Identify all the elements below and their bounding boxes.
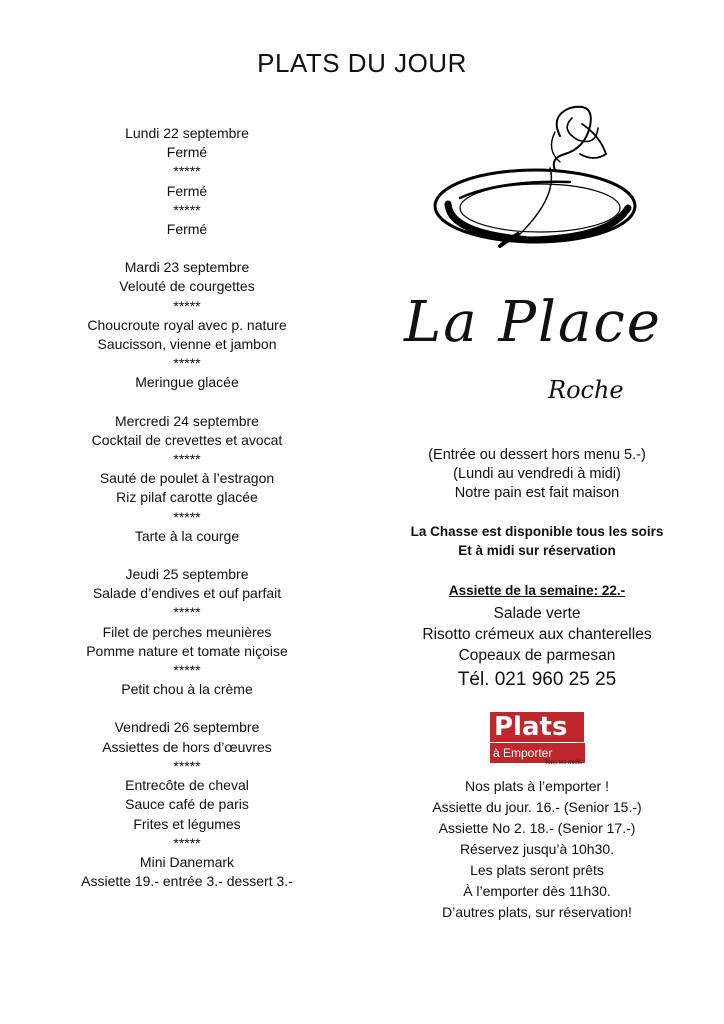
menu-line: Meringue glacée (135, 374, 239, 391)
weekly-plate-item: Copeaux de parmesan (458, 647, 616, 664)
brand-name: La Place (404, 290, 662, 355)
separator-stars: ***** (173, 297, 201, 314)
menu-line: Velouté de courgettes (119, 278, 255, 295)
menu-line: Filet de perches meunières (102, 623, 272, 640)
menu-line: Fermé (166, 182, 208, 199)
separator-stars: ***** (173, 834, 201, 851)
menu-line: Sauce café de paris (125, 796, 249, 813)
takeaway-line: Assiette du jour. 16.- (Senior 15.-) (432, 799, 642, 815)
menu-line: Entrecôte de cheval (125, 777, 249, 794)
day-heading: Mardi 23 septembre (124, 259, 250, 276)
chasse-line: La Chasse est disponible tous les soirs (410, 524, 664, 539)
badge-tagline: Tous les midis (544, 760, 582, 766)
day-block-tuesday (62, 258, 312, 392)
day-block-friday (62, 718, 312, 891)
day-block-thursday (62, 565, 312, 699)
separator-stars: ***** (173, 451, 201, 468)
menu-line: Sauté de poulet à l’estragon (99, 470, 275, 487)
takeaway-badge (490, 712, 584, 770)
menu-line: Saucisson, vienne et jambon (97, 336, 277, 353)
daily-menu (62, 124, 312, 891)
menu-line: Choucroute royal avec p. nature (87, 316, 287, 333)
day-block-monday (62, 124, 312, 239)
info-block (390, 446, 684, 503)
separator-stars: ***** (173, 662, 201, 679)
menu-line: Fermé (166, 221, 208, 238)
day-heading: Mercredi 24 septembre (115, 412, 259, 429)
takeaway-line: Assiette No 2. 18.- (Senior 17.-) (438, 820, 636, 836)
day-block-wednesday (62, 412, 312, 546)
info-line: (Entrée ou dessert hors menu 5.-) (428, 447, 646, 463)
menu-line: Petit chou à la crème (121, 681, 253, 698)
brand-location: Roche (548, 376, 624, 404)
weekly-plate-item: Salade verte (493, 605, 581, 622)
separator-stars: ***** (173, 757, 201, 774)
menu-line: Pomme nature et tomate niçoise (86, 642, 288, 659)
separator-stars: ***** (173, 163, 201, 180)
menu-line: Fermé (166, 144, 208, 161)
takeaway-info (390, 776, 684, 923)
page-title: PLATS DU JOUR (257, 48, 467, 78)
menu-line: Cocktail de crevettes et avocat (91, 431, 283, 448)
chasse-notice (390, 522, 684, 560)
badge-word: Plats (490, 712, 584, 742)
menu-line: Frites et légumes (133, 815, 241, 832)
badge-subtitle: à Emporter (490, 743, 585, 763)
chasse-line: Et à midi sur réservation (458, 543, 616, 558)
menu-line: Mini Danemark (139, 853, 235, 870)
takeaway-line: Réservez jusqu’à 10h30. (459, 841, 615, 857)
separator-stars: ***** (173, 604, 201, 621)
takeaway-line: À l’emporter dès 11h30. (463, 883, 611, 899)
menu-line: Assiettes de hors d’œuvres (102, 738, 272, 755)
separator-stars: ***** (173, 508, 201, 525)
weekly-plate-item: Risotto crémeux aux chanterelles (422, 626, 652, 643)
weekly-plate (390, 580, 684, 690)
separator-stars: ***** (173, 201, 201, 218)
menu-line: Riz pilaf carotte glacée (116, 489, 258, 506)
menu-line: Tarte à la courge (134, 527, 240, 544)
phone-number: Tél. 021 960 25 25 (457, 669, 617, 690)
day-heading: Vendredi 26 septembre (114, 719, 260, 736)
day-heading: Lundi 22 septembre (125, 125, 249, 141)
day-heading: Jeudi 25 septembre (125, 566, 249, 583)
takeaway-line: Nos plats à l’emporter ! (465, 778, 609, 794)
menu-line: Assiette 19.- entrée 3.- dessert 3.- (81, 873, 293, 890)
separator-stars: ***** (173, 355, 201, 372)
info-line: (Lundi au vendredi à midi) (453, 466, 621, 482)
menu-line: Salade d’endives et ouf parfait (92, 585, 282, 602)
weekly-plate-heading: Assiette de la semaine: 22.- (448, 583, 626, 598)
takeaway-line: Les plats seront prêts (470, 862, 604, 878)
takeaway-line: D’autres plats, sur réservation! (442, 904, 632, 920)
info-line: Notre pain est fait maison (454, 485, 620, 501)
